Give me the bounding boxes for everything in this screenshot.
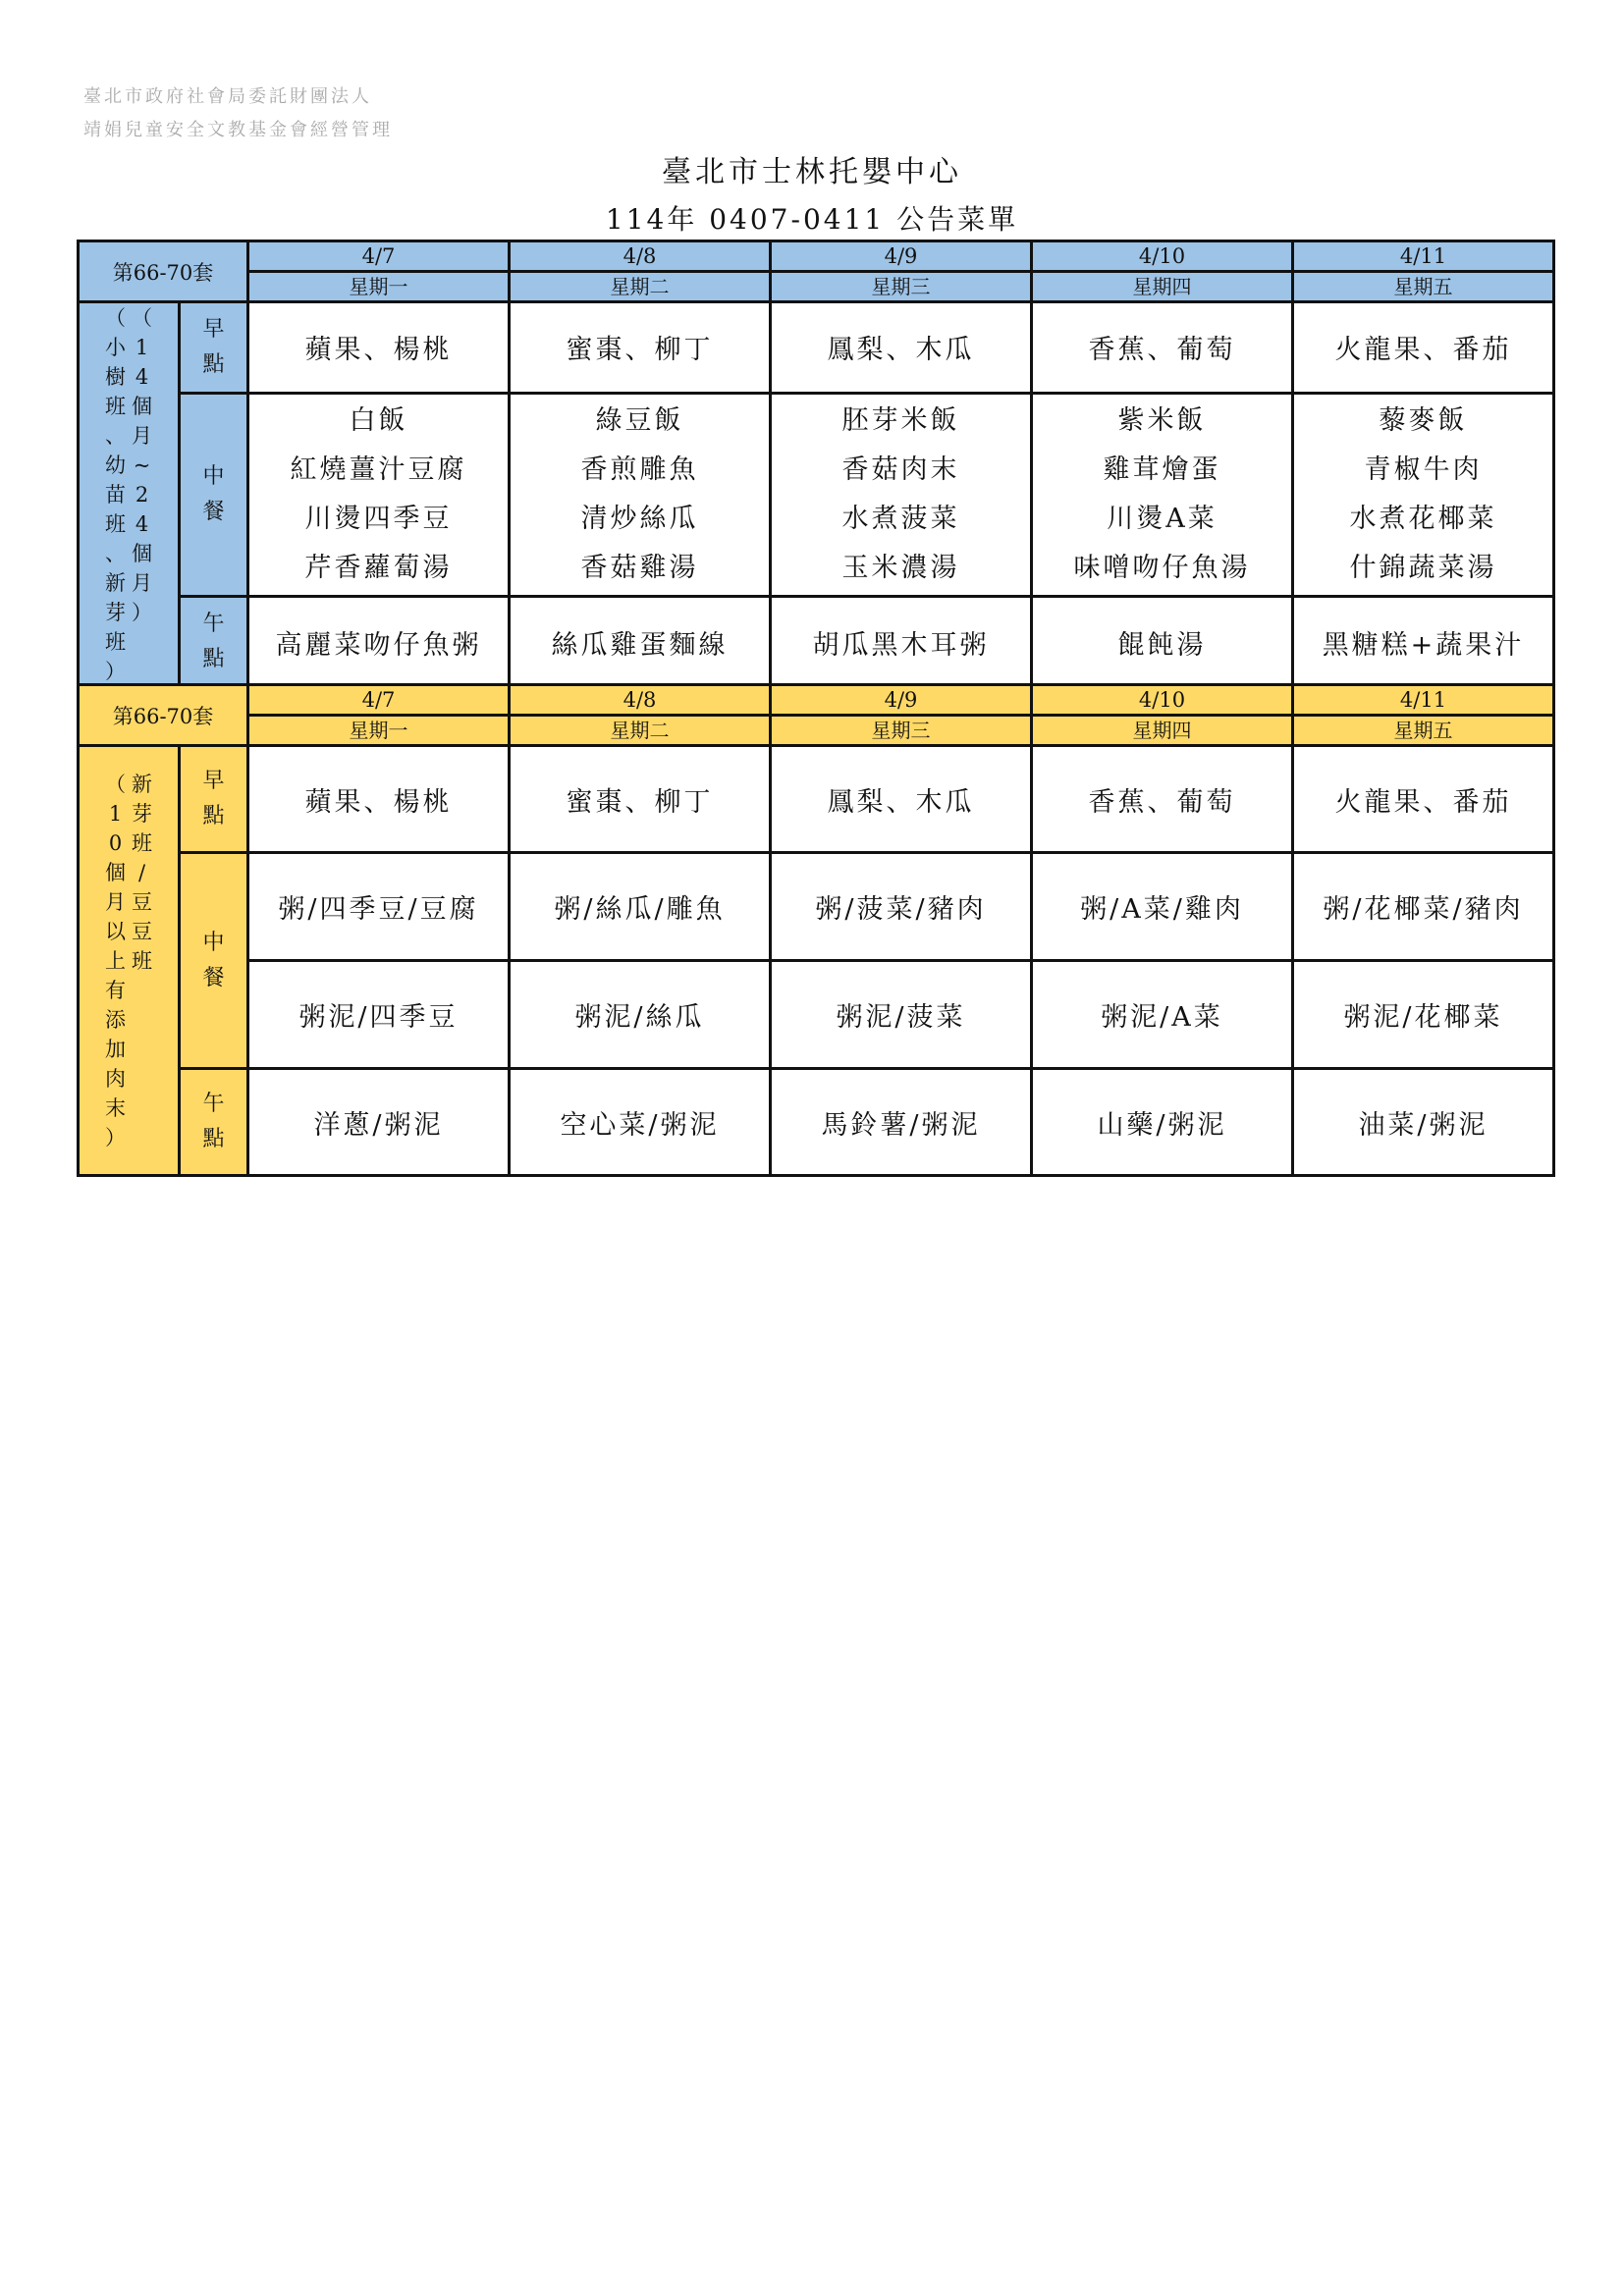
watermark xyxy=(83,80,393,147)
meal-label-lunch: 中 餐 xyxy=(180,393,248,596)
lunch-cell: 粥/花椰菜/豬肉 xyxy=(1293,853,1554,961)
menu-table-infant xyxy=(77,683,1555,1177)
dish-line: 玉米濃湯 xyxy=(841,552,960,583)
snack-cell: 馬鈴薯/粥泥 xyxy=(771,1069,1032,1176)
dish-line: 川燙A菜 xyxy=(1107,503,1218,534)
class-group-age: （ 1 4 個 月 ~ 2 4 個 月 ） xyxy=(132,306,152,624)
lunch-puree-cell: 粥泥/花椰菜 xyxy=(1293,961,1554,1069)
weekday-header: 星期三 xyxy=(771,716,1032,746)
dish-line: 水煮花椰菜 xyxy=(1349,503,1497,534)
weekday-header: 星期一 xyxy=(248,272,510,302)
set-label: 第66-70套 xyxy=(79,241,248,302)
dish-line: 藜麥飯 xyxy=(1379,404,1468,436)
lunch-puree-cell: 粥泥/四季豆 xyxy=(248,961,510,1069)
snack-cell: 胡瓜黑木耳粥 xyxy=(771,597,1032,688)
date-header: 4/8 xyxy=(510,685,771,716)
lunch-puree-cell: 粥泥/絲瓜 xyxy=(510,961,771,1069)
dish-line: 什錦蔬菜湯 xyxy=(1349,552,1497,583)
dish-line: 香煎雕魚 xyxy=(580,454,699,485)
date-header: 4/11 xyxy=(1293,685,1554,716)
snack-cell: 絲瓜雞蛋麵線 xyxy=(510,597,771,688)
watermark-line1: 臺北市政府社會局委託財團法人 xyxy=(83,86,372,107)
weekday-header: 星期一 xyxy=(248,716,510,746)
breakfast-cell: 蘋果、楊桃 xyxy=(248,302,510,394)
breakfast-cell: 鳳梨、木瓜 xyxy=(771,746,1032,853)
breakfast-cell: 香蕉、葡萄 xyxy=(1032,302,1293,394)
page-title: 臺北市士林托嬰中心 xyxy=(662,155,962,189)
lunch-puree-cell: 粥泥/A菜 xyxy=(1032,961,1293,1069)
snack-cell: 山藥/粥泥 xyxy=(1032,1069,1293,1176)
dish-line: 川燙四季豆 xyxy=(304,503,453,534)
snack-cell: 洋蔥/粥泥 xyxy=(248,1069,510,1176)
class-group-name: 新 芽 班 / 豆 豆 班 xyxy=(132,772,152,973)
menu-table-toddler xyxy=(77,240,1555,689)
dish-line: 清炒絲瓜 xyxy=(580,503,699,534)
lunch-puree-cell: 粥泥/菠菜 xyxy=(771,961,1032,1069)
dish-line: 香菇肉末 xyxy=(841,454,960,485)
lunch-cell xyxy=(771,393,1032,596)
dish-line: 紅燒薑汁豆腐 xyxy=(290,454,467,485)
weekday-header: 星期五 xyxy=(1293,272,1554,302)
date-header: 4/7 xyxy=(248,241,510,272)
lunch-cell: 粥/A菜/雞肉 xyxy=(1032,853,1293,961)
page-subtitle: 114年 0407-0411 公告菜單 xyxy=(605,203,1019,236)
breakfast-cell: 鳳梨、木瓜 xyxy=(771,302,1032,394)
meal-label-snack: 午 點 xyxy=(180,1069,248,1176)
date-header: 4/9 xyxy=(771,241,1032,272)
dish-line: 青椒牛肉 xyxy=(1364,454,1483,485)
dish-line: 味噌吻仔魚湯 xyxy=(1073,552,1251,583)
lunch-cell xyxy=(1032,393,1293,596)
weekday-header: 星期二 xyxy=(510,272,771,302)
lunch-cell: 粥/絲瓜/雕魚 xyxy=(510,853,771,961)
date-header: 4/7 xyxy=(248,685,510,716)
snack-cell: 餛飩湯 xyxy=(1032,597,1293,688)
snack-cell: 油菜/粥泥 xyxy=(1293,1069,1554,1176)
class-group-age: （ 1 0 個 月 以 上 有 添 加 肉 末 ） xyxy=(105,772,126,1149)
lunch-cell xyxy=(510,393,771,596)
dish-line: 香菇雞湯 xyxy=(580,552,699,583)
dish-line: 雞茸燴蛋 xyxy=(1103,454,1221,485)
weekday-header: 星期四 xyxy=(1032,272,1293,302)
snack-cell: 空心菜/粥泥 xyxy=(510,1069,771,1176)
meal-label-snack: 午 點 xyxy=(180,597,248,688)
dish-line: 白飯 xyxy=(349,404,408,436)
weekday-header: 星期三 xyxy=(771,272,1032,302)
breakfast-cell: 火龍果、番茄 xyxy=(1293,302,1554,394)
meal-label-breakfast: 早 點 xyxy=(180,746,248,853)
dish-line: 胚芽米飯 xyxy=(841,404,960,436)
weekday-header: 星期二 xyxy=(510,716,771,746)
meal-label-lunch: 中 餐 xyxy=(180,853,248,1069)
dish-line: 紫米飯 xyxy=(1117,404,1207,436)
breakfast-cell: 蜜棗、柳丁 xyxy=(510,302,771,394)
class-group-label xyxy=(79,746,180,1176)
date-header: 4/10 xyxy=(1032,241,1293,272)
weekday-header: 星期五 xyxy=(1293,716,1554,746)
date-header: 4/10 xyxy=(1032,685,1293,716)
snack-cell: 高麗菜吻仔魚粥 xyxy=(248,597,510,688)
date-header: 4/9 xyxy=(771,685,1032,716)
meal-label-breakfast: 早 點 xyxy=(180,302,248,394)
lunch-cell: 粥/四季豆/豆腐 xyxy=(248,853,510,961)
date-header: 4/11 xyxy=(1293,241,1554,272)
dish-line: 芹香蘿蔔湯 xyxy=(304,552,453,583)
breakfast-cell: 香蕉、葡萄 xyxy=(1032,746,1293,853)
date-header: 4/8 xyxy=(510,241,771,272)
breakfast-cell: 火龍果、番茄 xyxy=(1293,746,1554,853)
dish-line: 綠豆飯 xyxy=(595,404,684,436)
class-group-name: （ 小 樹 班 、 幼 苗 班 、 新 芽 班 ） xyxy=(105,306,126,683)
dish-line: 水煮菠菜 xyxy=(841,503,960,534)
set-label: 第66-70套 xyxy=(79,685,248,746)
lunch-cell xyxy=(1293,393,1554,596)
class-group-label xyxy=(79,302,180,688)
breakfast-cell: 蜜棗、柳丁 xyxy=(510,746,771,853)
lunch-cell: 粥/菠菜/豬肉 xyxy=(771,853,1032,961)
lunch-cell xyxy=(248,393,510,596)
breakfast-cell: 蘋果、楊桃 xyxy=(248,746,510,853)
watermark-line2: 靖娟兒童安全文教基金會經營管理 xyxy=(83,120,393,140)
weekday-header: 星期四 xyxy=(1032,716,1293,746)
snack-cell: 黑糖糕+蔬果汁 xyxy=(1293,597,1554,688)
